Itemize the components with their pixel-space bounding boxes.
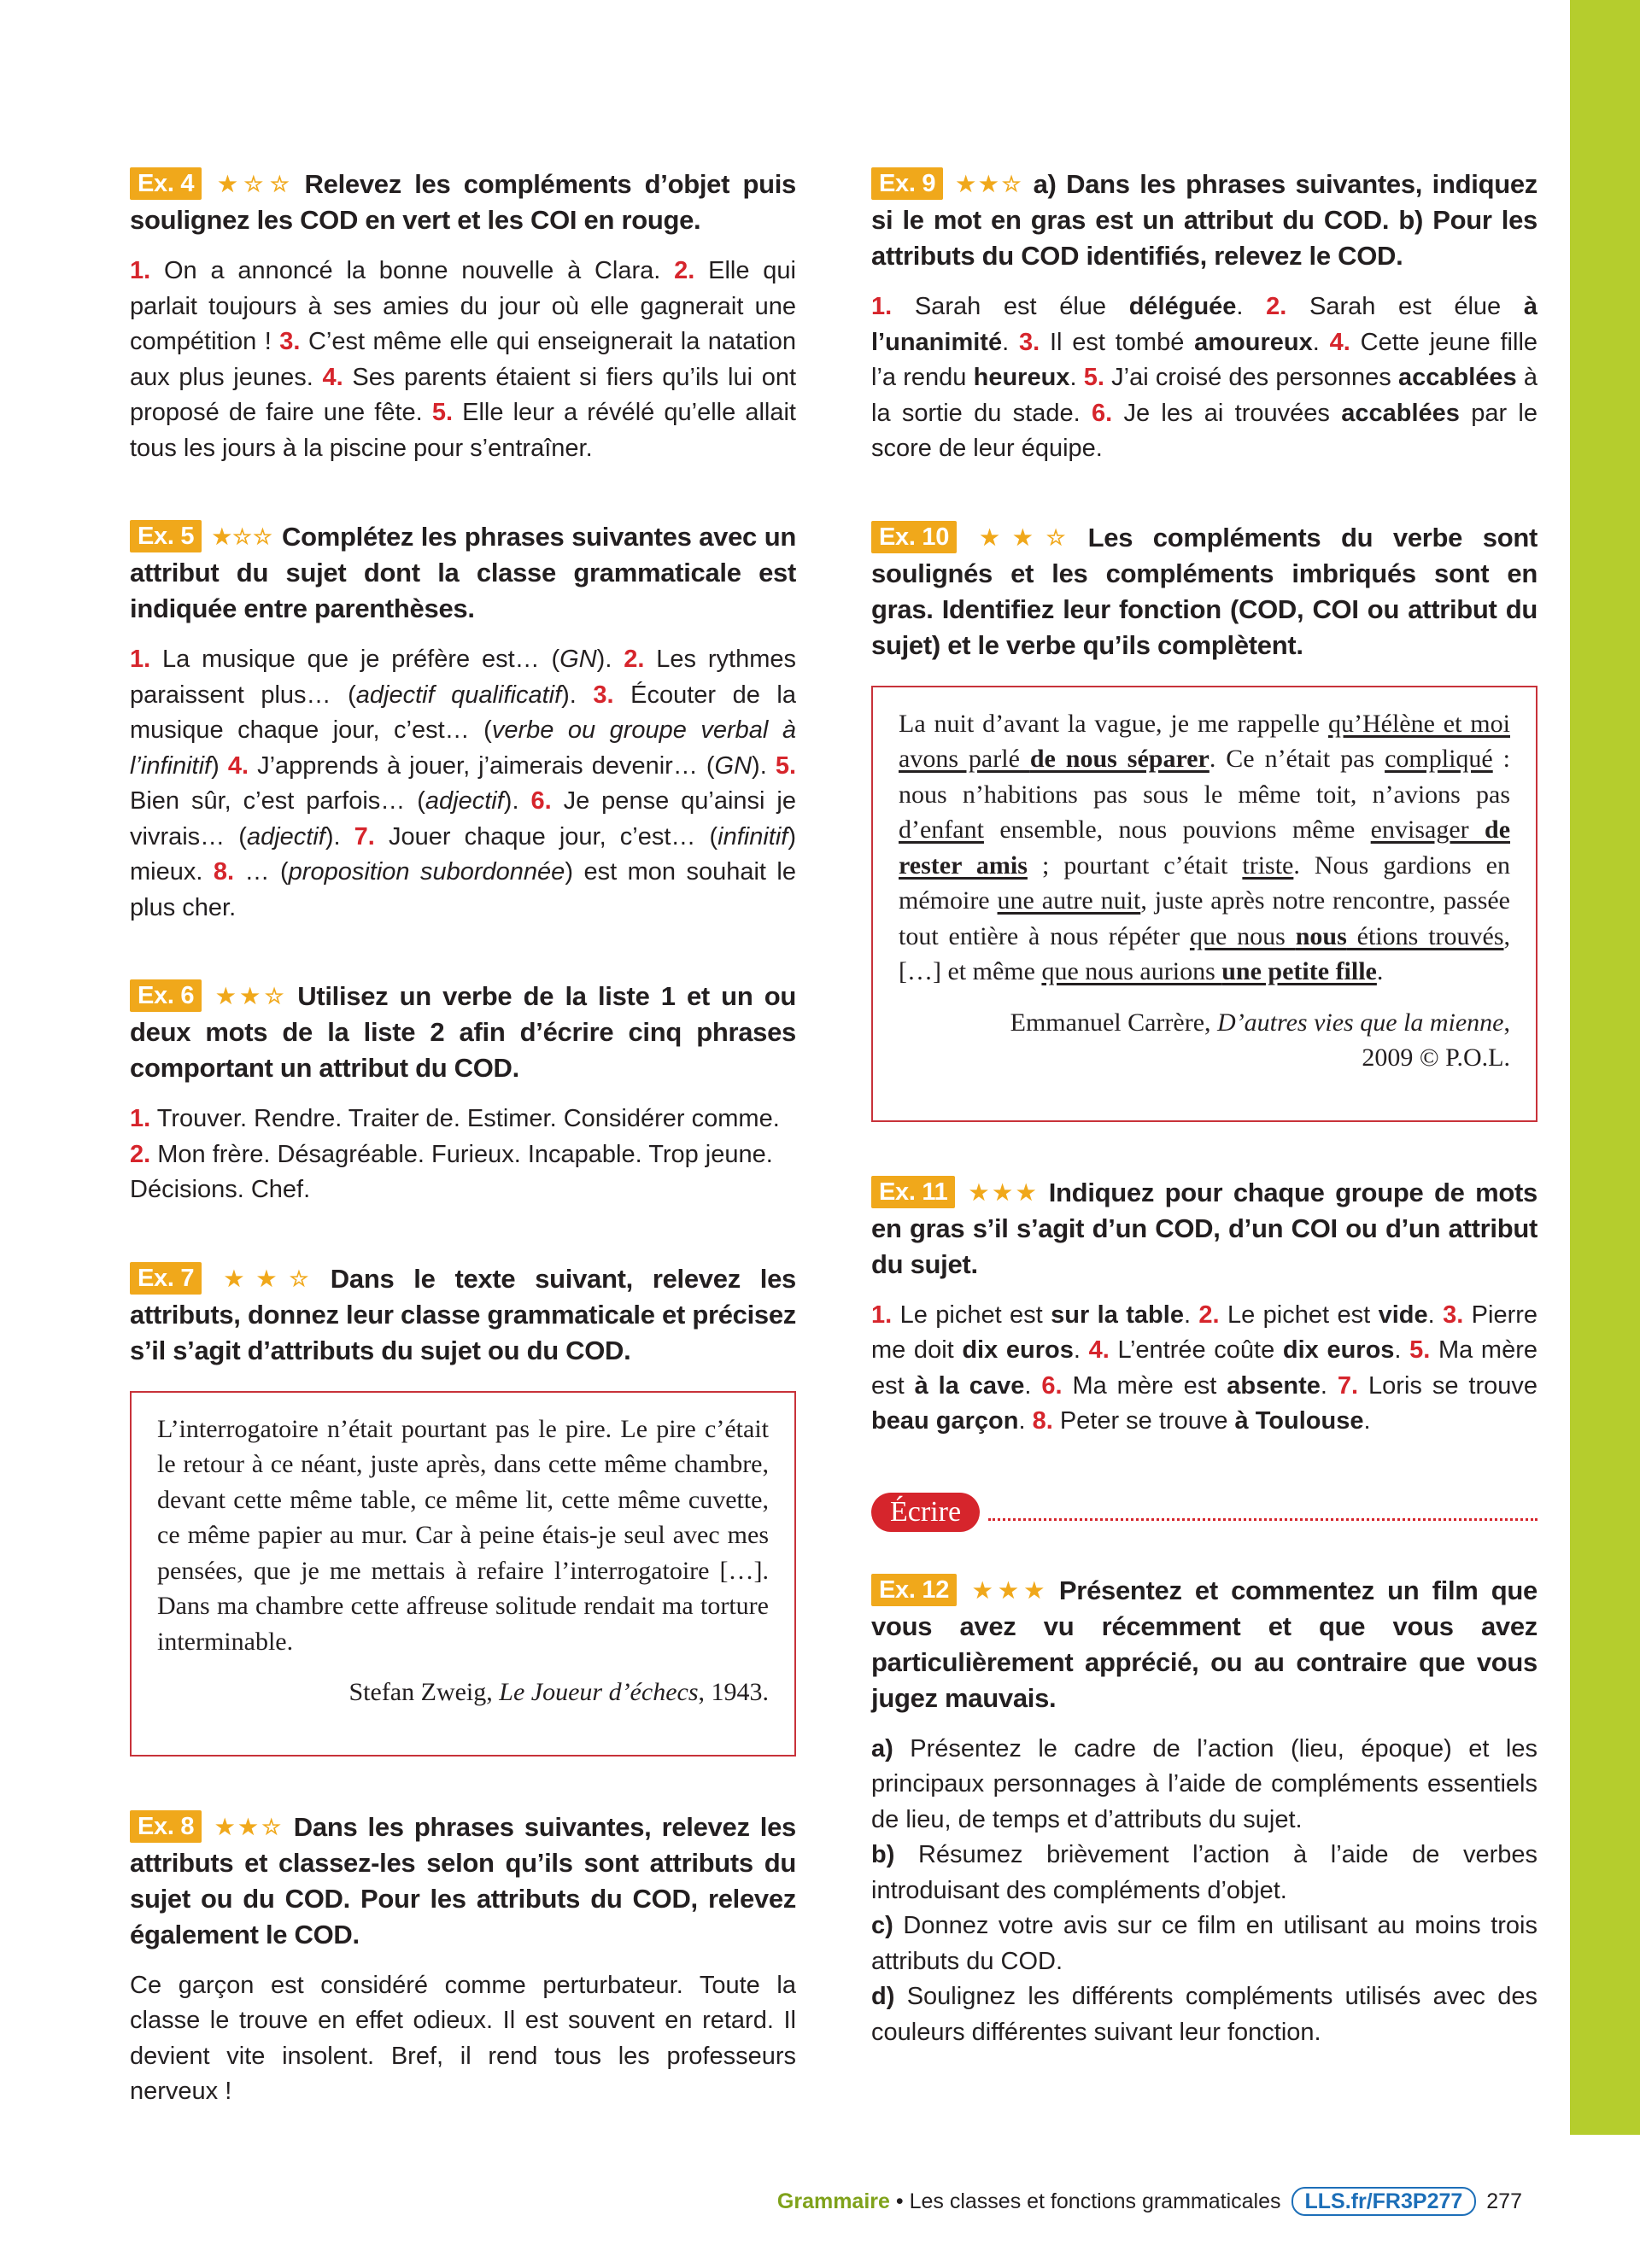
item-number: 2.	[624, 646, 645, 673]
item-number: 8.	[1032, 1407, 1053, 1435]
item-text: ).	[596, 646, 612, 673]
text: La nuit d’avant la vague, je me rappelle	[899, 709, 1328, 738]
exercise-number-badge: Ex. 12	[871, 1574, 957, 1606]
item-text: Pierre me doit	[871, 1301, 1538, 1364]
text: : nous n’habitions pas sous le même toit, n’avions pas	[899, 745, 1510, 809]
exercise-header	[871, 1175, 1538, 1283]
item-hint: infinitif	[718, 822, 788, 850]
exercise-number-badge: Ex. 9	[871, 167, 943, 200]
item-text: Sarah est élue	[914, 293, 1129, 320]
source-author: Emmanuel Carrère,	[1010, 1008, 1218, 1037]
underlined-complement: que nous	[1189, 921, 1296, 950]
item-text: Le pichet est	[1227, 1301, 1379, 1329]
item-text: La musique que je préfère est… (	[162, 646, 560, 673]
underlined-complement: compliqué	[1385, 745, 1493, 773]
item-number: 2.	[1266, 293, 1287, 320]
item-text: Écouter de la musique chaque jour, c’est… (	[130, 681, 796, 744]
item-number: 1.	[130, 646, 151, 673]
section-label-ecrire: Écrire	[871, 1493, 980, 1532]
exercise-header	[871, 167, 1538, 274]
item-number: 5.	[1409, 1336, 1431, 1364]
excerpt-source	[899, 1005, 1510, 1076]
text: . Nous gardions en mémoire	[899, 850, 1510, 915]
exercise-instruction: a) Dans les phrases suivantes, indiquez si le mot en gras est un attribut du COD. b) Pour les attributs du COD identifiés, relevez le COD.	[871, 169, 1538, 271]
exercise-6	[130, 979, 796, 1208]
side-color-band	[1570, 0, 1640, 2135]
difficulty-stars-icon: ★★☆	[212, 985, 290, 1008]
item-text: Les rythmes paraissent plus… (	[130, 646, 796, 709]
item-text: L’entrée coûte	[1117, 1336, 1283, 1364]
item-number: 7.	[1337, 1371, 1359, 1400]
page-footer	[0, 2186, 1522, 2217]
exercise-instruction: Les compléments du verbe sont soulignés et les compléments imbriqués sont en gras. Identifiez leur fonction (COD, COI ou attribut du sujet) et le verbe qu’ils complètent.	[871, 522, 1538, 660]
item-text: Peter se trouve	[1059, 1407, 1235, 1435]
exercise-body	[871, 289, 1538, 467]
source-year: , 1943.	[698, 1678, 769, 1706]
bold-group: à Toulouse	[1234, 1407, 1364, 1435]
bold-group: beau garçon	[871, 1407, 1019, 1435]
source-title: D’autres vies que la mienne	[1217, 1008, 1504, 1037]
list-number: 2.	[130, 1140, 151, 1168]
item-text: Résumez brièvement l’action à l’aide de verbes introduisant des compléments d’objet.	[871, 1841, 1538, 1904]
item-text: ).	[503, 787, 519, 815]
right-column	[871, 167, 1538, 2103]
item-text: .	[1320, 1371, 1327, 1400]
exercise-instruction: Dans les phrases suivantes, relevez les attributs et classez-les selon qu’ils sont attributs du sujet ou du COD. Pour les attributs du COD, relevez également le COD.	[130, 1811, 796, 1949]
exercise-header	[871, 520, 1538, 663]
item-text: Soulignez les différents compléments utilisés avec des couleurs différentes suivant leur fonction.	[871, 1983, 1538, 2046]
exercise-body	[130, 1968, 796, 2110]
item-text: ).	[752, 751, 767, 780]
item-text: Cette jeune fille l’a rendu	[871, 328, 1538, 391]
word-list-2: Mon frère. Désagréable. Furieux. Incapable. Trop jeune. Décisions. Chef.	[130, 1140, 773, 1203]
difficulty-stars-icon: ★★★	[967, 1578, 1051, 1603]
item-text: ).	[325, 822, 341, 850]
item-text: .	[1018, 1407, 1026, 1435]
left-column	[130, 167, 796, 2163]
bold-word: accablées	[1341, 399, 1460, 427]
item-number: 1.	[871, 293, 893, 320]
item-hint: adjectif qualificatif	[355, 681, 562, 709]
bold-complement: de nous séparer	[1029, 745, 1210, 773]
item-text: Je pense qu’ainsi je vivrais… (	[130, 787, 797, 850]
item-text: Elle qui parlait toujours à ses amies du jour où elle gagnerait une compétition !	[130, 257, 796, 355]
item-number: 5.	[431, 399, 454, 426]
bold-group: à la cave	[914, 1371, 1025, 1400]
item-number: 2.	[1198, 1301, 1220, 1329]
exercise-11	[871, 1175, 1538, 1440]
exercise-header	[130, 1809, 796, 1953]
exercise-9	[871, 167, 1538, 467]
difficulty-stars-icon: ★★☆	[212, 1266, 322, 1291]
exercise-instruction: Indiquez pour chaque groupe de mots en gras s’il s’agit d’un COD, d’un COI ou d’un attribut du sujet.	[871, 1177, 1538, 1279]
item-number: 6.	[1091, 399, 1113, 427]
item-number: 1.	[130, 257, 151, 284]
source-punct: ,	[1503, 1008, 1510, 1037]
exercise-body	[871, 1732, 1538, 2051]
underlined-complement: une autre nuit	[997, 886, 1141, 915]
bold-complement: nous	[1295, 921, 1347, 950]
list-number: 1.	[130, 1105, 151, 1132]
item-text: Je les ai trouvées	[1123, 399, 1342, 427]
item-number: 5.	[775, 751, 796, 780]
item-text: .	[1363, 1407, 1371, 1435]
exercise-8	[130, 1809, 796, 2110]
item-text: )	[211, 751, 220, 780]
item-letter: c)	[871, 1912, 893, 1939]
item-text: Ma mère est	[871, 1336, 1538, 1400]
item-number: 2.	[674, 257, 695, 284]
bold-word: accablées	[1398, 364, 1517, 391]
exercise-number-badge: Ex. 6	[130, 979, 202, 1012]
item-text: .	[1073, 1336, 1081, 1364]
item-text: .	[1236, 293, 1244, 320]
exercise-body	[130, 254, 796, 466]
item-number: 8.	[213, 858, 235, 886]
item-text: C’est même elle qui enseignerait la natation aux plus jeunes.	[130, 328, 796, 391]
bold-word: heureux	[973, 364, 1070, 391]
bold-complement: une petite fille	[1221, 957, 1377, 985]
item-hint: GN	[559, 646, 597, 673]
item-text: .	[1394, 1336, 1402, 1364]
bold-group: sur la table	[1051, 1301, 1184, 1329]
item-number: 3.	[1018, 328, 1040, 356]
literary-excerpt-box	[871, 686, 1538, 1122]
bold-group: dix euros	[962, 1336, 1074, 1364]
item-text: Le pichet est	[899, 1301, 1051, 1329]
exercise-number-badge: Ex. 8	[130, 1810, 202, 1843]
exercise-header	[130, 519, 796, 627]
exercise-body	[130, 1102, 796, 1208]
exercise-instruction: Relevez les compléments d’objet puis soulignez les COD en vert et les COI en rouge.	[130, 169, 796, 235]
item-number: 3.	[279, 328, 301, 355]
bold-group: absente	[1227, 1371, 1321, 1400]
item-text: Il est tombé	[1049, 328, 1195, 356]
exercise-10	[871, 520, 1538, 1122]
exercise-header	[130, 979, 796, 1086]
difficulty-stars-icon: ★★★	[965, 1180, 1040, 1205]
item-number: 3.	[1443, 1301, 1464, 1329]
item-text: Sarah est élue	[1309, 293, 1524, 320]
difficulty-stars-icon: ★☆☆	[212, 525, 274, 549]
underlined-complement: d’enfant	[899, 815, 984, 844]
bold-group: vide	[1378, 1301, 1428, 1329]
underlined-complement: qu’Hélène et moi avons parlé	[899, 709, 1510, 773]
item-number: 4.	[322, 363, 343, 391]
exercise-number-badge: Ex. 7	[130, 1262, 202, 1295]
item-number: 1.	[871, 1301, 893, 1329]
exercise-header	[130, 167, 796, 238]
exercise-7	[130, 1261, 796, 1757]
exercise-number-badge: Ex. 10	[871, 521, 957, 553]
item-text: .	[1312, 328, 1320, 356]
item-text: .	[1024, 1371, 1032, 1400]
item-hint: adjectif	[425, 787, 504, 815]
exercise-body	[871, 1298, 1538, 1440]
bold-word: déléguée	[1128, 293, 1237, 320]
difficulty-stars-icon: ★★☆	[953, 172, 1025, 196]
difficulty-stars-icon: ★☆☆	[212, 172, 296, 196]
exercise-12	[871, 1573, 1538, 2051]
exercise-header	[871, 1573, 1538, 1716]
item-number: 5.	[1083, 364, 1104, 391]
item-text: ) est mon souhait le plus cher.	[130, 858, 797, 921]
difficulty-stars-icon: ★★☆	[212, 1815, 285, 1839]
item-text: .	[1002, 328, 1010, 356]
item-number: 4.	[1088, 1336, 1110, 1364]
item-text: ).	[561, 681, 577, 709]
text: ; pourtant c’était	[1027, 850, 1243, 880]
exercise-instruction: Utilisez un verbe de la liste 1 et un ou deux mots de la liste 2 afin d’écrire cinq phrases comportant un attribut du COD.	[130, 981, 796, 1083]
excerpt-text	[899, 706, 1510, 990]
excerpt-source	[157, 1675, 769, 1710]
footer-chapter: Les classes et fonctions grammaticales	[909, 2189, 1281, 2213]
bold-group: dix euros	[1282, 1336, 1395, 1364]
exercise-number-badge: Ex. 5	[130, 520, 202, 552]
underlined-complement: que nous aurions	[1041, 957, 1222, 985]
item-number: 6.	[530, 787, 552, 815]
item-text: Donnez votre avis sur ce film en utilisant au moins trois attributs du COD.	[871, 1912, 1538, 1975]
exercise-instruction: Complétez les phrases suivantes avec un attribut du sujet dont la classe grammaticale est indiquée entre parenthèses.	[130, 522, 796, 623]
item-text: .	[1427, 1301, 1435, 1329]
item-text: .	[1069, 364, 1077, 391]
word-list-1: Trouver. Rendre. Traiter de. Estimer. Considérer comme.	[156, 1105, 780, 1132]
item-hint: proposition subordonnée	[288, 858, 565, 886]
item-hint: verbe ou groupe verbal à l’infinitif	[130, 716, 796, 780]
item-text: On a annoncé la bonne nouvelle à Clara.	[163, 257, 661, 284]
bold-word: amoureux	[1194, 328, 1313, 356]
dotted-rule	[988, 1503, 1538, 1521]
exercise-instruction: Dans le texte suivant, relevez les attributs, donnez leur classe grammaticale et précisez s’il s’agit d’attributs du sujet ou du COD.	[130, 1263, 796, 1365]
source-author: Stefan Zweig,	[348, 1678, 500, 1706]
item-text: Ses parents étaient si fiers qu’ils lui ont proposé de faire une fête.	[130, 363, 797, 426]
page-number: 277	[1486, 2189, 1522, 2213]
exercise-5	[130, 519, 796, 926]
exercise-instruction: Présentez et commentez un film que vous avez vu récemment et que vous avez particulièrement apprécié, ou au contraire que vous jugez mauvais.	[871, 1575, 1538, 1713]
literary-excerpt-box	[130, 1391, 796, 1757]
underlined-complement: étions trouvés	[1346, 921, 1504, 950]
item-text: Ma mère est	[1072, 1371, 1227, 1400]
exercise-number-badge: Ex. 11	[871, 1176, 955, 1208]
exercise-header	[130, 1261, 796, 1369]
text: ensemble, nous pouvions même	[983, 815, 1371, 844]
item-text: Présentez le cadre de l’action (lieu, époque) et les principaux personnages à l’aide de compléments essentiels de lieu, de temps et d’attributs du sujet.	[871, 1734, 1538, 1833]
text: , juste après notre rencontre, passée tout entière à nous répéter	[899, 886, 1510, 950]
footer-section: Grammaire	[776, 2189, 890, 2213]
excerpt-text: L’interrogatoire n’était pourtant pas le pire. Le pire c’était le retour à ce néant, juste après, dans cette même chambre, devant cette même table, ce même lit, cette même cuvette, ce même papier au mur. Car à peine étais-je seul avec mes pensées, que je me mettais à refaire l’interrogatoire […]. Dans ma chambre cette affreuse solitude rendait ma torture interminable.	[157, 1414, 769, 1656]
source-publisher: 2009 © P.O.L.	[1362, 1043, 1510, 1072]
item-text: Elle leur a révélé qu’elle allait tous les jours à la piscine pour s’entraîner.	[130, 399, 796, 462]
item-text: Jouer chaque jour, c’est… (	[388, 822, 718, 850]
item-letter: a)	[871, 1734, 893, 1762]
exercise-number-badge: Ex. 4	[130, 167, 202, 200]
text: .	[1376, 957, 1384, 985]
item-number: 4.	[1329, 328, 1350, 356]
item-number: 6.	[1041, 1371, 1063, 1400]
section-divider-ecrire	[871, 1493, 1538, 1532]
exercise-text: Ce garçon est considéré comme perturbateur. Toute la classe le trouve en effet odieux. Il est souvent en retard. Il devient vite insolent. Bref, il rend tous les professeurs nerveux !	[130, 1971, 796, 2105]
item-letter: b)	[871, 1841, 895, 1868]
item-hint: adjectif	[246, 822, 325, 850]
item-text: .	[1183, 1301, 1192, 1329]
footer-resource-link[interactable]: LLS.fr/FR3P277	[1292, 2187, 1477, 2216]
text: , […] et même	[899, 921, 1511, 985]
item-number: 3.	[593, 681, 614, 709]
exercise-body	[130, 642, 796, 926]
underlined-complement: envisager	[1370, 815, 1485, 844]
item-text: … (	[244, 858, 289, 886]
item-number: 7.	[354, 822, 375, 850]
bold-complement: de rester amis	[899, 815, 1511, 880]
exercise-4	[130, 167, 796, 466]
footer-separator: •	[889, 2189, 910, 2213]
item-text: par le score de leur équipe.	[871, 399, 1538, 462]
item-text: J’apprends à jouer, j’aimerais devenir… (	[257, 751, 715, 780]
source-title: Le Joueur d’échecs	[499, 1678, 699, 1706]
item-text: ) mieux.	[130, 822, 797, 886]
item-number: 4.	[227, 751, 249, 780]
item-text: Loris se trouve	[1368, 1371, 1538, 1400]
difficulty-stars-icon: ★★☆	[967, 525, 1080, 550]
item-letter: d)	[871, 1983, 895, 2010]
item-text: J’ai croisé des personnes	[1111, 364, 1398, 391]
bold-word: à l’unanimité	[871, 293, 1538, 356]
item-text: à la sortie du stade.	[871, 364, 1538, 427]
item-text: Bien sûr, c’est parfois… (	[130, 787, 425, 815]
underlined-complement: triste	[1242, 850, 1294, 880]
item-hint: GN	[714, 751, 753, 780]
text: . Ce n’était pas	[1209, 745, 1385, 773]
